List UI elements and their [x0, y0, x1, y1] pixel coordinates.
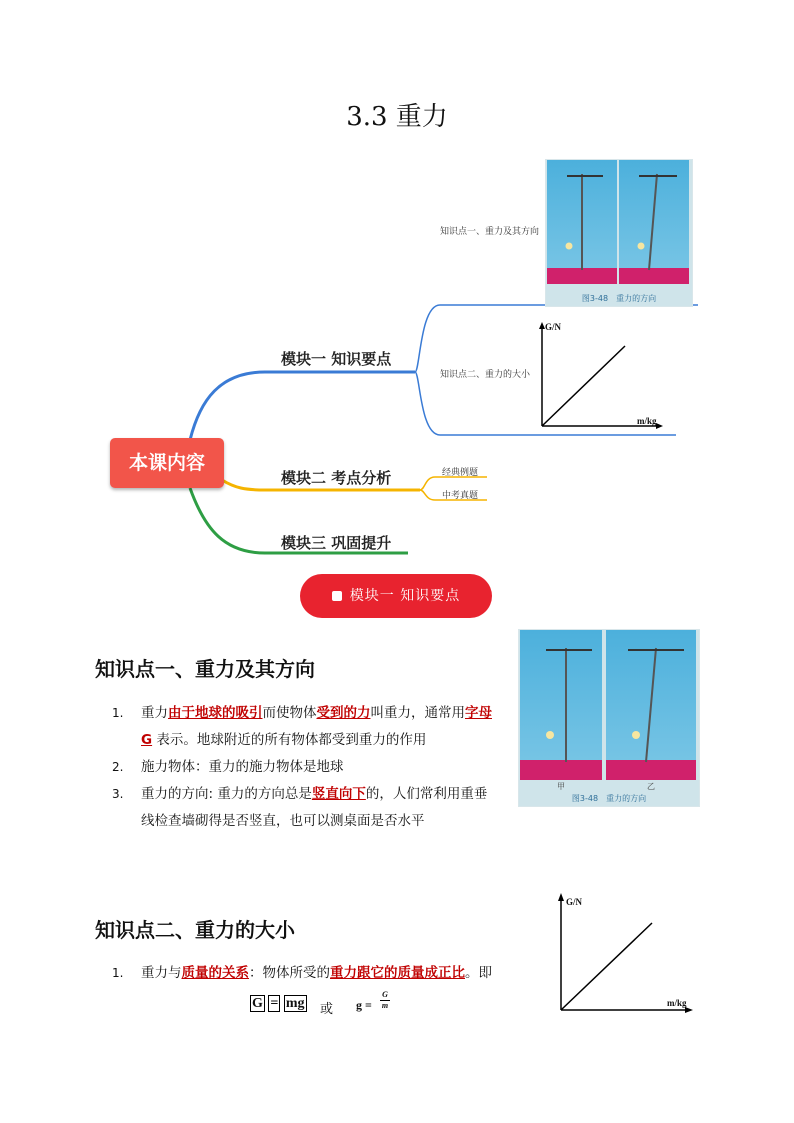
highlight: 竖直向下: [311, 786, 366, 802]
text: 的，人们常利用重垂: [365, 786, 488, 802]
formula-equals: =: [270, 996, 279, 1011]
list-item: [112, 960, 522, 987]
mindmap-branch-3: 模块三 巩固提升: [281, 534, 392, 552]
text: 施力物体：重力的施力物体是地球: [141, 759, 344, 775]
text: 而使物体: [262, 705, 317, 721]
mindmap-sub-1: 知识点一、重力及其方向: [440, 227, 540, 237]
mindmap-sub-2: 知识点二、重力的大小: [440, 370, 531, 380]
highlight: 受到的力: [316, 705, 371, 721]
formula-fraction: [380, 990, 390, 1011]
formula-g-equals: g =: [356, 998, 372, 1012]
figure-label-right: 乙: [647, 782, 655, 791]
fraction-denominator: m: [381, 1001, 389, 1010]
banner-label: 模块一 知识要点: [349, 588, 461, 604]
mindmap-leaf-1: 经典例题: [442, 468, 479, 478]
formula-or: 或: [320, 1002, 334, 1017]
text: 叫重力，通常用: [370, 705, 465, 721]
highlight: 字母: [465, 705, 492, 721]
text: 。即: [465, 965, 492, 981]
highlight: 重力跟它的质量成正比: [330, 965, 465, 981]
highlight: G: [141, 732, 153, 748]
text: 重力: [141, 705, 168, 721]
section-1-heading: 知识点一、重力及其方向: [95, 657, 315, 681]
mindmap-branch-2: 模块二 考点分析: [281, 469, 392, 487]
gravity-chart: [553, 890, 695, 1015]
list-number: 3.: [112, 787, 124, 801]
formula-mg: mg: [285, 996, 305, 1011]
text: 线检查墙砌得是否竖直，也可以测桌面是否水平: [141, 813, 425, 829]
chart-xlabel: m/kg: [667, 998, 687, 1008]
chart-small-xlabel: m/kg: [637, 416, 657, 426]
figure-caption: 图3-48 重力的方向: [571, 794, 647, 803]
mindmap-branch-1: 模块一 知识要点: [281, 350, 392, 368]
formula: [250, 996, 307, 1012]
page-title: 3.3 重力: [346, 102, 448, 132]
text: 表示。地球附近的所有物体都受到重力的作用: [156, 732, 427, 748]
section-2-heading: 知识点二、重力的大小: [95, 918, 295, 942]
fraction-numerator: G: [380, 990, 390, 1001]
highlight: 质量的关系: [181, 965, 249, 981]
gravity-photo: [518, 629, 700, 807]
list-item: [112, 700, 512, 754]
highlight: 由于地球的吸引: [168, 705, 263, 721]
chart-ylabel: G/N: [566, 897, 583, 907]
text: 重力的方向: 重力的方向总是: [141, 786, 312, 802]
text: 重力与: [141, 965, 182, 981]
text: ：物体所受的: [249, 965, 330, 981]
book-icon: [332, 591, 342, 601]
list-item: [112, 754, 512, 781]
mindmap-center: 本课内容: [110, 438, 224, 488]
list-number: 1.: [112, 966, 124, 980]
list-number: 2.: [112, 760, 124, 774]
figure-caption-small: 图3-48 重力的方向: [581, 294, 657, 303]
formula-g: G: [252, 996, 263, 1011]
module-banner: [300, 574, 492, 618]
list-number: 1.: [112, 706, 124, 720]
chart-small-ylabel: G/N: [545, 322, 562, 332]
gravity-photo-small: [545, 159, 693, 307]
list-item: [112, 781, 512, 835]
mindmap-leaf-2: 中考真题: [442, 491, 479, 501]
figure-label-left: 甲: [557, 782, 565, 791]
